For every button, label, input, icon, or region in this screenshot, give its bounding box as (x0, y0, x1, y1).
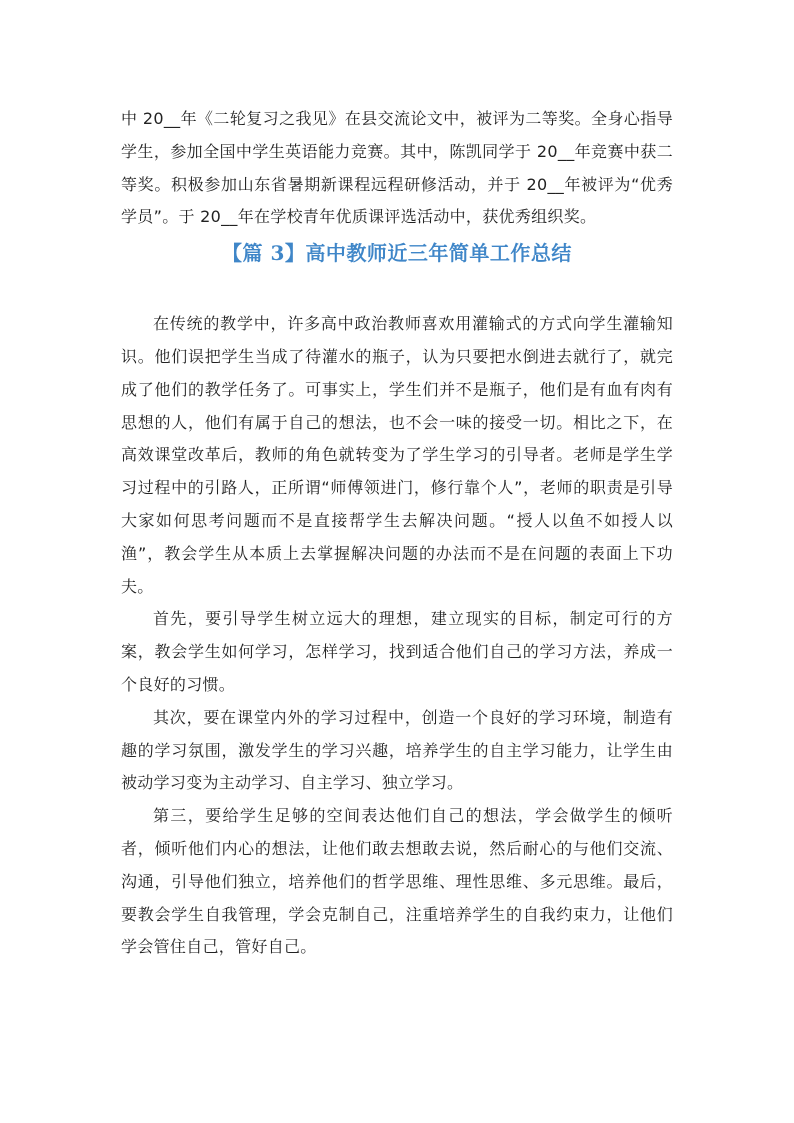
body-paragraph-2: 首先，要引导学生树立远大的理想，建立现实的目标，制定可行的方案，教会学生如何学习，怎样学习，找到适合他们自己的学习方法，养成一个良好的习惯。 (121, 609, 673, 694)
section-heading: 【篇 3】高中教师近三年简单工作总结 (222, 241, 572, 266)
body-paragraph-1: 在传统的教学中，许多高中政治教师喜欢用灌输式的方式向学生灌输知识。他们误把学生当成了待灌水的瓶子，认为只要把水倒进去就行了，就完成了他们的教学任务了。可事实上，学生们并不是瓶子，他们是有血有肉有思想的人，他们有属于自己的想法，也不会一味的接受一切。相比之下，在高效课堂改革后，教师的角色就转变为了学生学习的引导者。老师是学生学习过程中的引路人，正所谓“师傅领进门，修行靠个人”，老师的职责是引导大家如何思考问题而不是直接帮学生去解决问题。“授人以鱼不如授人以渔”，教会学生从本质上去掌握解决问题的办法而不是在问题的表面上下功夫。 (121, 314, 673, 596)
body-paragraph-3: 其次，要在课堂内外的学习过程中，创造一个良好的学习环境，制造有趣的学习氛围，激发学生的学习兴趣，培养学生的自主学习能力，让学生由被动学习变为主动学习、自主学习、独立学习。 (121, 707, 673, 793)
heading-spacer (121, 270, 673, 308)
document-body (121, 103, 673, 964)
intro-paragraph: 中 20__年《二轮复习之我见》在县交流论文中，被评为二等奖。全身心指导学生，参加全国中学生英语能力竞赛。其中，陈凯同学于 20__年竞赛中获二等奖。积极参加山东省暑期新课程远程研修活动，并于 20__年被评为“优秀学员”。于 20__年在学校青年优质课评选活动中，获优秀组织奖。 (121, 109, 673, 227)
body-paragraph-4: 第三，要给学生足够的空间表达他们自己的想法，学会做学生的倾听者，倾听他们内心的想法，让他们敢去想敢去说，然后耐心的与他们交流、沟通，引导他们独立，培养他们的哲学思维、理性思维、多元思维。最后，要教会学生自我管理，学会克制自己，注重培养学生的自我约束力，让他们学会管住自己，管好自己。 (121, 806, 673, 957)
